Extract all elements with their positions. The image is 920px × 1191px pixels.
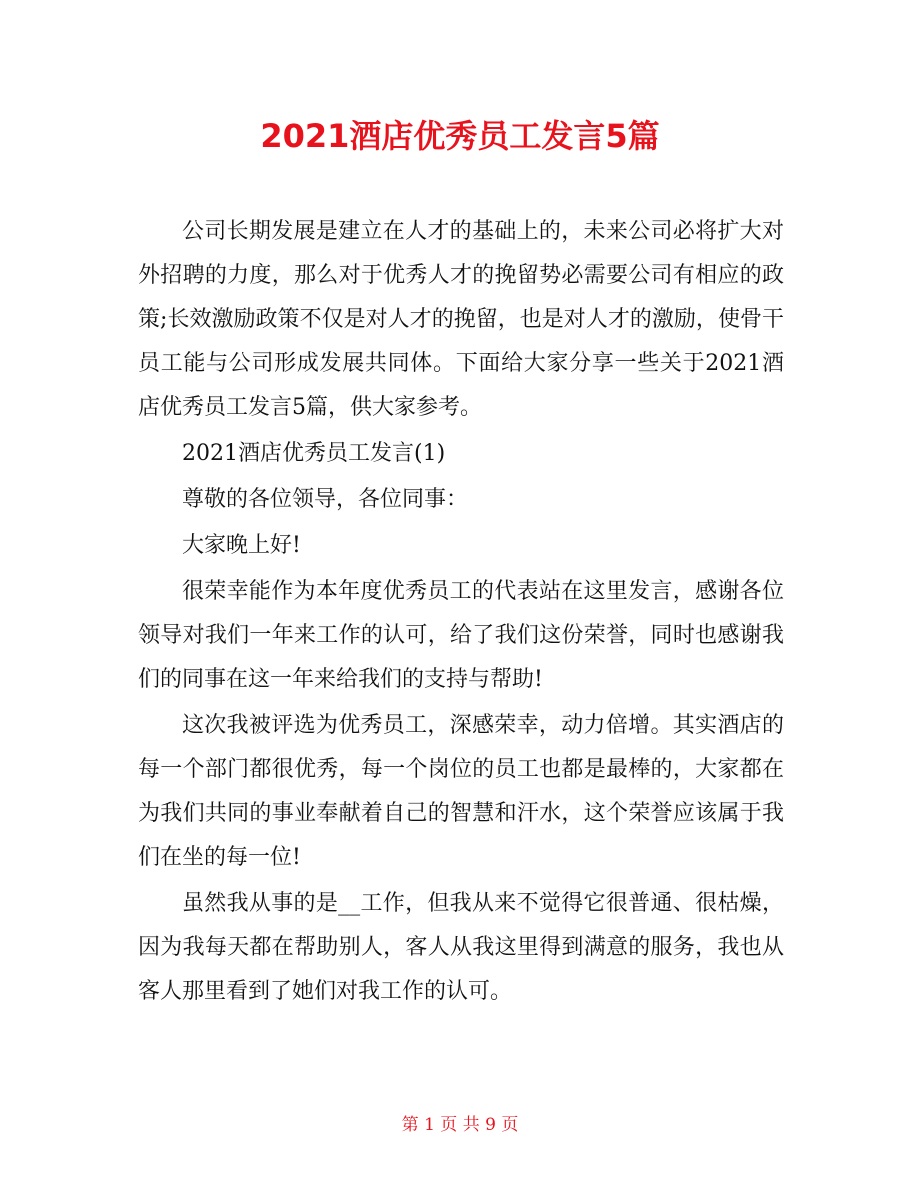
- intro-paragraph: 公司长期发展是建立在人才的基础上的，未来公司必将扩大对外招聘的力度，那么对于优秀人才的挽留势必需要公司有相应的政策;长效激励政策不仅是对人才的挽留，也是对人才的激励，使骨干员工能与公司形成发展共同体。下面给大家分享一些关于2021酒店优秀员工发言5篇，供大家参考。: [138, 219, 784, 420]
- page-number-footer: 第 1 页 共 9 页: [401, 1115, 519, 1135]
- section-heading: 2021酒店优秀员工发言(1): [182, 441, 446, 466]
- greeting: 大家晚上好!: [182, 533, 301, 558]
- document-body: [138, 210, 784, 1016]
- body-paragraph: 这次我被评选为优秀员工，深感荣幸，动力倍增。其实酒店的每一个部门都很优秀，每一个岗位的员工也都是最棒的，大家都在为我们共同的事业奉献着自己的智慧和汗水，这个荣誉应该属于我们在坐的每一位!: [138, 713, 784, 870]
- document-title: 2021酒店优秀员工发言5篇: [260, 117, 660, 155]
- body-paragraph: 虽然我从事的是__工作，但我从来不觉得它很普通、很枯燥，因为我每天都在帮助别人，客人从我这里得到满意的服务，我也从客人那里看到了她们对我工作的认可。: [138, 891, 784, 1004]
- salutation: 尊敬的各位领导，各位同事：: [182, 487, 469, 512]
- body-paragraph: 很荣幸能作为本年度优秀员工的代表站在这里发言，感谢各位领导对我们一年来工作的认可，给了我们这份荣誉，同时也感谢我们的同事在这一年来给我们的支持与帮助!: [138, 579, 784, 692]
